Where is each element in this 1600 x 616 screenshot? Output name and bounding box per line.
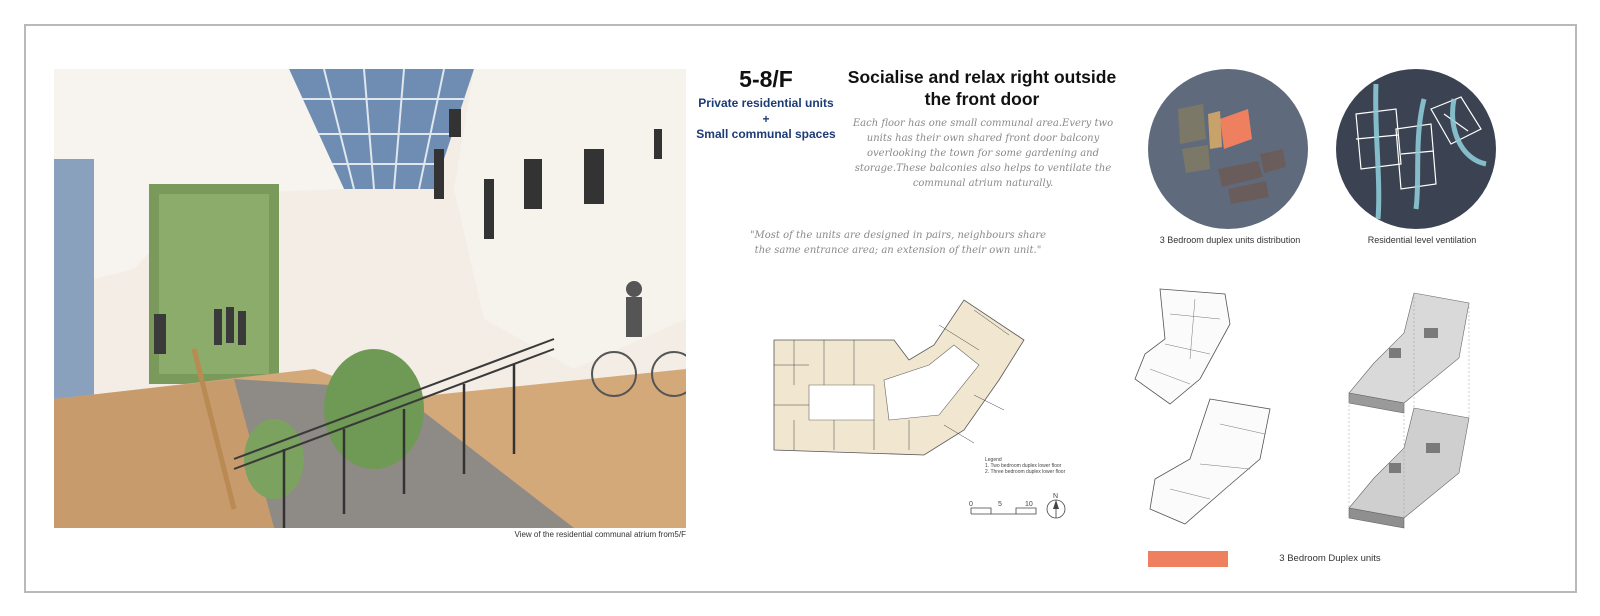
design-quote: "Most of the units are designed in pairs, neighbours share the same entrance area; an extension of their own unit." [749,230,1047,256]
scale-tick-0: 0 [969,501,973,508]
scale-tick-5: 5 [998,501,1002,508]
typical-floor-plan [764,285,1044,475]
headline-line-1: Socialise and relax right outside [847,67,1117,87]
legend-item-2: 2. Three bedroom duplex lower floor [985,469,1066,475]
description-text: Each floor has one small communal area.Every two units has their own shared front door balcony overlooking the town for some gardening and storage.These balconies also helps to ventilate the communal atrium naturally. [852,118,1114,189]
subtitle-plus: + [762,111,770,126]
distribution-caption: 3 Bedroom duplex units distribution [1159,235,1301,245]
level-title: 5-8/F [739,66,793,92]
plan-legend [985,457,1065,475]
subtitle-line-1: Private residential units [698,96,834,110]
duplex-unit-plans [1130,284,1280,539]
legend-title: Legend [985,457,1002,463]
headline-line-2: the front door [924,89,1040,109]
ventilation-diagram [1336,69,1496,229]
legend-item-1: 1. Two bedroom duplex lower floor [985,463,1062,469]
scale-bar-and-north-arrow [966,492,1076,522]
scale-tick-10: 10 [1025,501,1033,508]
atrium-render-image [54,69,686,528]
duplex-distribution-diagram [1148,69,1308,229]
ventilation-caption: Residential level ventilation [1367,235,1477,245]
photo-caption: View of the residential communal atrium from5/F [514,530,686,539]
headline [842,66,1122,110]
duplex-units-key-label: 3 Bedroom Duplex units [1279,553,1381,564]
duplex-unit-axonometric [1334,288,1482,540]
duplex-units-color-key [1148,551,1228,567]
level-subtitle [696,96,836,143]
north-label: N [1053,493,1059,500]
subtitle-line-2: Small communal spaces [696,127,836,141]
